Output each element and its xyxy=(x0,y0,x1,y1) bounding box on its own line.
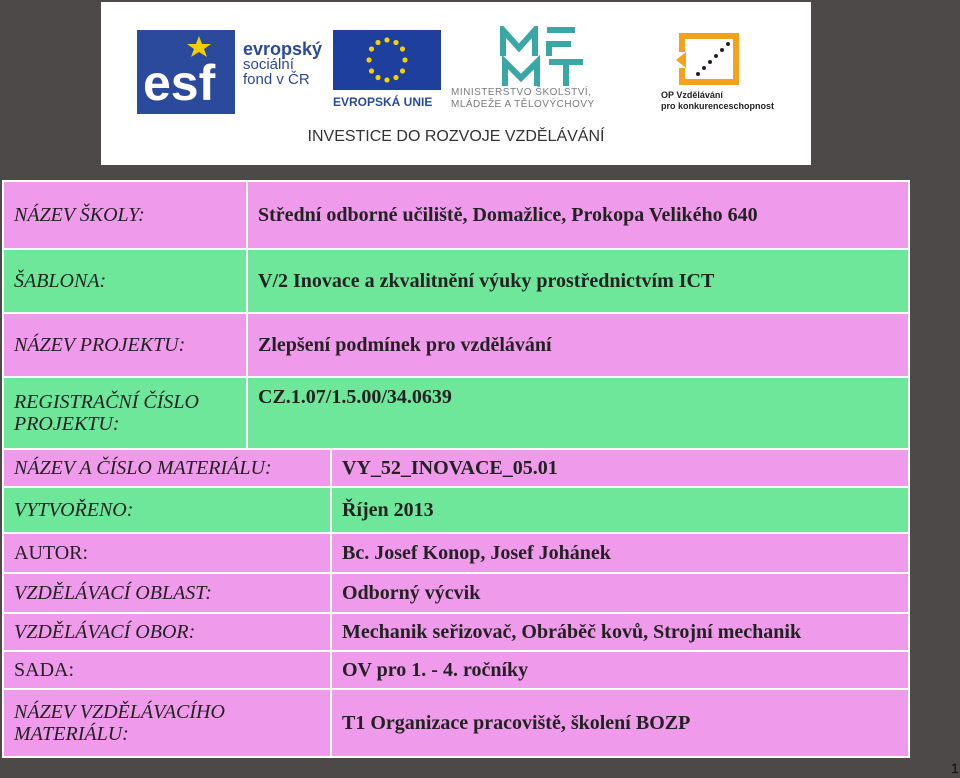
msmt-logo xyxy=(499,26,589,90)
table-row xyxy=(2,376,910,448)
row-value-school: Střední odborné učiliště, Domažlice, Prokopa Velikého 640 xyxy=(248,182,908,248)
table-row xyxy=(2,532,910,572)
row-value-registration: CZ.1.07/1.5.00/34.0639 xyxy=(248,378,908,448)
esf-line-1: evropský xyxy=(243,39,323,59)
table-row xyxy=(2,650,910,688)
op-line-1: OP Vzdělávání xyxy=(661,90,723,100)
eu-flag-icon xyxy=(333,30,441,90)
table-row xyxy=(2,248,910,312)
op-vzdelavani-logo xyxy=(676,30,742,88)
table-row xyxy=(2,688,910,758)
row-label-created: VYTVOŘENO: xyxy=(4,488,330,532)
row-value-project: Zlepšení podmínek pro vzdělávání xyxy=(248,314,908,376)
page-number: 1 xyxy=(951,760,959,776)
table-row xyxy=(2,486,910,532)
esf-wordmark xyxy=(243,39,325,88)
row-value-set: OV pro 1. - 4. ročníky xyxy=(332,652,908,688)
row-value-field: Mechanik seřizovač, Obráběč kovů, Strojní mechanik xyxy=(332,614,908,650)
row-label-field: VZDĚLÁVACÍ OBOR: xyxy=(4,614,330,650)
eu-label: EVROPSKÁ UNIE xyxy=(333,95,433,109)
esf-logo xyxy=(137,30,235,114)
op-wordmark xyxy=(661,90,811,112)
table-row xyxy=(2,612,910,650)
row-label-school: NÁZEV ŠKOLY: xyxy=(4,182,246,248)
row-label-registration: REGISTRAČNÍ ČÍSLO PROJEKTU: xyxy=(4,378,246,448)
row-label-project: NÁZEV PROJEKTU: xyxy=(4,314,246,376)
row-value-material-code: VY_52_INOVACE_05.01 xyxy=(332,450,908,486)
svg-text:esf: esf xyxy=(143,55,216,111)
msmt-wordmark xyxy=(451,87,641,111)
row-label-author: AUTOR: xyxy=(4,534,330,572)
row-label-material-name: NÁZEV VZDĚLÁVACÍHO MATERIÁLU: xyxy=(4,690,330,756)
row-label-template: ŠABLONA: xyxy=(4,250,246,312)
table-row xyxy=(2,448,910,486)
row-value-template: V/2 Inovace a zkvalitnění výuky prostřednictvím ICT xyxy=(248,250,908,312)
row-label-set: SADA: xyxy=(4,652,330,688)
row-value-material-name: T1 Organizace pracoviště, školení BOZP xyxy=(332,690,908,756)
esf-line-3: fond v ČR xyxy=(243,71,310,88)
msmt-line-1: MINISTERSTVO ŠKOLSTVÍ, xyxy=(451,87,592,98)
row-label-material-code: NÁZEV A ČÍSLO MATERIÁLU: xyxy=(4,450,330,486)
table-row xyxy=(2,312,910,376)
banner-tagline: INVESTICE DO ROZVOJE VZDĚLÁVÁNÍ xyxy=(307,128,605,145)
op-line-2: pro konkurenceschopnost xyxy=(661,101,775,111)
esf-line-2: sociální xyxy=(243,56,294,73)
logo-banner xyxy=(101,2,811,165)
table-row xyxy=(2,572,910,612)
msmt-line-2: MLÁDEŽE A TĚLOVÝCHOVY xyxy=(451,99,595,110)
row-value-area: Odborný výcvik xyxy=(332,574,908,612)
row-label-area: VZDĚLÁVACÍ OBLAST: xyxy=(4,574,330,612)
info-table xyxy=(2,180,910,758)
row-value-author: Bc. Josef Konop, Josef Johánek xyxy=(332,534,908,572)
row-value-created: Říjen 2013 xyxy=(332,488,908,532)
table-row xyxy=(2,180,910,248)
